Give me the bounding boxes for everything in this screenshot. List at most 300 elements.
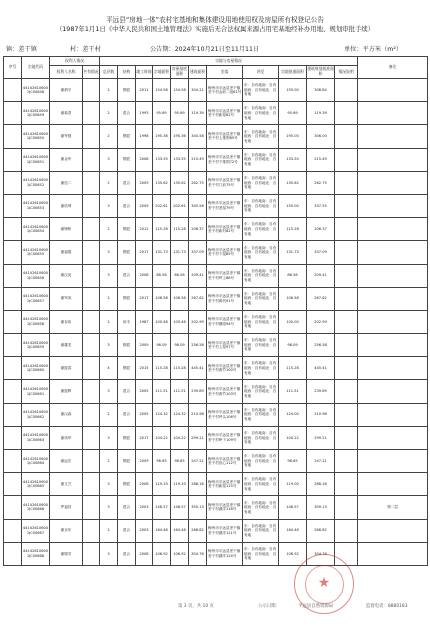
boundaries: 东：自有地南：自有地西：自有地北：自有地 xyxy=(243,473,279,496)
parcel-code: 441426106001JC00662 xyxy=(22,403,50,426)
boundaries: 东：自有地南：自有地西：自有地北：自有地 xyxy=(243,241,279,264)
planned-area: 215.49 xyxy=(307,148,335,171)
page-number: 第 3 页，共 10 页 xyxy=(178,604,214,609)
notice-subtitle: （1987年1月1日《中华人民共和国土地管理法》实施后无合法权属来源占用宅基地经补办用地、规划审批手续） xyxy=(55,25,375,33)
owner-name: 谢远宏 xyxy=(50,450,83,473)
planned-area: 206.37 xyxy=(307,218,335,241)
planned-area: 267.62 xyxy=(307,287,335,310)
remark xyxy=(358,380,428,403)
structure: 钢混 xyxy=(118,79,136,102)
structure: 钢混 xyxy=(118,426,136,449)
location: 梅州市平远县差干镇差干村下排围72号 xyxy=(207,148,243,171)
land-area: 119.33 xyxy=(153,473,171,496)
layers: 3 xyxy=(100,241,118,264)
header-land-group: 宗地与房屋情况 xyxy=(100,57,358,66)
build-area: 288.16 xyxy=(189,473,207,496)
town-label: 镇：差干镇 xyxy=(6,46,37,53)
parcel-code: 441426106001JC00667 xyxy=(22,519,50,542)
parcel-code: 441426106001JC00648 xyxy=(22,79,50,102)
approved-area: 111.51 xyxy=(279,380,307,403)
base-area: 115.28 xyxy=(171,218,189,241)
location: 梅州市平远县差干镇差干村塘面94号 xyxy=(207,310,243,333)
coowner xyxy=(83,287,100,310)
table-row xyxy=(4,357,428,380)
parcel-code: 441426106001JC00657 xyxy=(22,287,50,310)
completion-year: 2008 xyxy=(136,148,153,171)
notes xyxy=(335,287,358,310)
layers: 2 xyxy=(100,450,118,473)
land-area: 164.46 xyxy=(153,519,171,542)
table-row xyxy=(4,473,428,496)
parcel-code: 441426106001JC00654 xyxy=(22,218,50,241)
land-area: 131.73 xyxy=(153,241,171,264)
header-parcel: 宗地代码 xyxy=(22,57,50,79)
base-area: 119.33 xyxy=(171,473,189,496)
base-area: 98.09 xyxy=(171,334,189,357)
completion-year: 2008 xyxy=(136,542,153,565)
boundaries: 东：自有地南：自有地西：自有地北：自有地 xyxy=(243,334,279,357)
notes xyxy=(335,148,358,171)
approved-area: 195.00 xyxy=(279,125,307,148)
layers: 2 xyxy=(100,519,118,542)
layers: 3 xyxy=(100,542,118,565)
land-area: 115.28 xyxy=(153,357,171,380)
structure: 混合 xyxy=(118,102,136,125)
completion-year: 2015 xyxy=(136,357,153,380)
table-row xyxy=(4,450,428,473)
land-area: 202.61 xyxy=(153,194,171,217)
table-row xyxy=(4,334,428,357)
boundaries: 东：自有地南：自有地西：自有地北：自有地 xyxy=(243,194,279,217)
approved-area: 148.57 xyxy=(279,496,307,519)
notes xyxy=(335,218,358,241)
base-area: 202.61 xyxy=(171,194,189,217)
row-seq xyxy=(4,496,22,519)
base-area: 106.58 xyxy=(171,287,189,310)
layers: 2 xyxy=(100,310,118,333)
boundaries: 东：自有地南：自有地西：自有地北：自有地 xyxy=(243,102,279,125)
table-row xyxy=(4,542,428,565)
location: 梅州市平远县差干镇差干村新屋115号 xyxy=(207,473,243,496)
table-row xyxy=(4,125,428,148)
location: 梅州市平远县差干镇差干村坪头106号 xyxy=(207,403,243,426)
header-seq: 序号 xyxy=(4,57,22,79)
owner-name: 罗福昌 xyxy=(50,496,83,519)
structure: 砖木 xyxy=(118,310,136,333)
table-row xyxy=(4,79,428,102)
build-area: 350.13 xyxy=(189,496,207,519)
notes xyxy=(335,380,358,403)
remark xyxy=(358,542,428,565)
table-row xyxy=(4,426,428,449)
boundaries: 东：自有地南：自有地西：自有地北：自有地 xyxy=(243,542,279,565)
approved-area: 104.22 xyxy=(279,426,307,449)
coowner xyxy=(83,519,100,542)
coowner xyxy=(83,473,100,496)
owner-name: 谢菊香 xyxy=(50,102,83,125)
build-area: 119.39 xyxy=(189,102,207,125)
build-area: 299.21 xyxy=(189,426,207,449)
planned-area: 306.00 xyxy=(307,125,335,148)
location: 梅州市平远县差干镇差干村黄竹100号 xyxy=(207,357,243,380)
build-area: 215.49 xyxy=(189,148,207,171)
layers: 3 xyxy=(100,496,118,519)
planned-area: 247.21 xyxy=(307,450,335,473)
structure: 钢混 xyxy=(118,241,136,264)
completion-year: 2017 xyxy=(136,241,153,264)
parcel-code: 441426106001JC00651 xyxy=(22,148,50,171)
boundaries: 东：自有地南：自有地西：自有地北：自有地 xyxy=(243,79,279,102)
header-approved: 宗地批准面积 xyxy=(279,66,307,79)
table-row xyxy=(4,496,428,519)
land-area: 98.65 xyxy=(153,450,171,473)
table-row xyxy=(4,241,428,264)
land-area: 98.09 xyxy=(153,334,171,357)
row-seq xyxy=(4,148,22,171)
structure: 钢混 xyxy=(118,218,136,241)
approved-area: 86.56 xyxy=(279,264,307,287)
owner-name: 谢锦芳 xyxy=(50,542,83,565)
base-area: 100.46 xyxy=(171,310,189,333)
location: 梅州市平远县差干镇差干村门前75号 xyxy=(207,171,243,194)
remark xyxy=(358,241,428,264)
base-area: 154.58 xyxy=(171,79,189,102)
remark xyxy=(358,194,428,217)
table-row xyxy=(4,519,428,542)
boundaries: 东：自有地南：自有地西：自有地北：自有地 xyxy=(243,264,279,287)
location: 梅州市平远县差干镇差干村新村82号 xyxy=(207,218,243,241)
owner-name: 谢存伟 xyxy=(50,310,83,333)
planned-area: 210.98 xyxy=(307,403,335,426)
layers: 3 xyxy=(100,334,118,357)
land-area: 106.92 xyxy=(153,542,171,565)
notes xyxy=(335,264,358,287)
header-coowner: 共有情况 xyxy=(83,66,100,79)
completion-year: 1993 xyxy=(136,102,153,125)
boundaries: 东：自有地南：自有地西：自有地北：自有地 xyxy=(243,218,279,241)
village-label: 村：差干村 xyxy=(70,46,101,53)
location: 梅州市平远县差干镇差干村岭下109号 xyxy=(207,426,243,449)
table-row xyxy=(4,264,428,287)
layers: 2 xyxy=(100,102,118,125)
base-area: 98.65 xyxy=(171,450,189,473)
base-area: 148.57 xyxy=(171,496,189,519)
structure: 钢混 xyxy=(118,357,136,380)
completion-year: 2003 xyxy=(136,519,153,542)
notes xyxy=(335,310,358,333)
row-seq xyxy=(4,403,22,426)
base-area: 131.73 xyxy=(171,241,189,264)
table-row xyxy=(4,102,428,125)
boundaries: 东：自有地南：自有地西：自有地北：自有地 xyxy=(243,426,279,449)
boundaries: 东：自有地南：自有地西：自有地北：自有地 xyxy=(243,125,279,148)
remark xyxy=(358,218,428,241)
parcel-code: 441426106001JC00666 xyxy=(22,496,50,519)
completion-year: 2005 xyxy=(136,403,153,426)
remark xyxy=(358,473,428,496)
build-area: 210.98 xyxy=(189,403,207,426)
notes xyxy=(335,79,358,102)
layers: 3 xyxy=(100,473,118,496)
table-row xyxy=(4,171,428,194)
boundaries: 东：自有地南：自有地西：自有地北：自有地 xyxy=(243,496,279,519)
structure: 钢混 xyxy=(118,148,136,171)
owner-name: 谢福德 xyxy=(50,241,83,264)
planned-area: 256.58 xyxy=(307,334,335,357)
coowner xyxy=(83,264,100,287)
coowner xyxy=(83,496,100,519)
build-area: 247.21 xyxy=(189,450,207,473)
row-seq xyxy=(4,218,22,241)
header-bounds: 四至 xyxy=(243,66,279,79)
structure: 混合 xyxy=(118,171,136,194)
completion-year: 2017 xyxy=(136,426,153,449)
footer-hotline: 监督电话：8880183 xyxy=(366,604,408,609)
parcel-code: 441426106001JC00656 xyxy=(22,264,50,287)
header-remarks: 备注 xyxy=(358,57,428,79)
layers: 2 xyxy=(100,125,118,148)
row-seq xyxy=(4,334,22,357)
parcel-code: 441426106001JC00661 xyxy=(22,380,50,403)
location: 梅州市平远县差干镇差干村湖洋121号 xyxy=(207,519,243,542)
coowner xyxy=(83,403,100,426)
build-area: 202.99 xyxy=(189,310,207,333)
table-body xyxy=(4,79,428,566)
header-structure: 结构 xyxy=(118,66,136,79)
row-seq xyxy=(4,241,22,264)
completion-year: 2009 xyxy=(136,450,153,473)
location: 梅州市平远县差干镇差干村下屋85号 xyxy=(207,241,243,264)
remark xyxy=(358,171,428,194)
coowner xyxy=(83,102,100,125)
table-row xyxy=(4,287,428,310)
coowner xyxy=(83,218,100,241)
row-seq xyxy=(4,450,22,473)
boundaries: 东：自有地南：自有地西：自有地北：自有地 xyxy=(243,310,279,333)
header-base-area: 房屋基底面积 xyxy=(171,66,189,79)
approved-area: 106.58 xyxy=(279,287,307,310)
parcel-code: 441426106001JC00649 xyxy=(22,102,50,125)
build-area: 304.76 xyxy=(189,542,207,565)
remark xyxy=(358,450,428,473)
approved-area: 115.28 xyxy=(279,218,307,241)
row-seq xyxy=(4,357,22,380)
owner-name: 谢汉森 xyxy=(50,403,83,426)
layers: 2 xyxy=(100,403,118,426)
layers: 3 xyxy=(100,148,118,171)
layers: 3 xyxy=(100,426,118,449)
base-area: 104.22 xyxy=(171,426,189,449)
structure: 混合 xyxy=(118,403,136,426)
approved-area: 100.00 xyxy=(279,310,307,333)
build-area: 267.62 xyxy=(189,287,207,310)
structure: 混合 xyxy=(118,194,136,217)
layers: 4 xyxy=(100,357,118,380)
build-area: 340.58 xyxy=(189,125,207,148)
base-area: 164.46 xyxy=(171,519,189,542)
land-area: 133.55 xyxy=(153,148,171,171)
coowner xyxy=(83,171,100,194)
header-year: 竣工时间 xyxy=(136,66,153,79)
parcel-code: 441426106001JC00665 xyxy=(22,473,50,496)
approved-area: 150.00 xyxy=(279,194,307,217)
row-seq xyxy=(4,380,22,403)
location: 梅州市平远县差干镇差干村湖洋124号 xyxy=(207,542,243,565)
land-area: 124.32 xyxy=(153,403,171,426)
coowner xyxy=(83,194,100,217)
notice-meta xyxy=(0,44,430,54)
land-area: 115.28 xyxy=(153,218,171,241)
notice-title: 平远县“房地一体”农村宅基地和集体建设用地使用权及房屋所有权登记公告 xyxy=(106,16,324,24)
parcel-code: 441426106001JC00650 xyxy=(22,125,50,148)
row-seq xyxy=(4,194,22,217)
location: 梅州市平远县差干镇差干村上排围65号 xyxy=(207,125,243,148)
row-seq xyxy=(4,473,22,496)
coowner xyxy=(83,380,100,403)
completion-year: 1987 xyxy=(136,310,153,333)
remark xyxy=(358,334,428,357)
row-seq xyxy=(4,79,22,102)
completion-year: 2017 xyxy=(136,287,153,310)
location: 梅州市平远县差干镇差干村新屋62号 xyxy=(207,102,243,125)
coowner xyxy=(83,310,100,333)
base-area: 111.51 xyxy=(171,380,189,403)
land-area: 111.51 xyxy=(153,380,171,403)
location: 梅州市平远县差干镇差干村田心112号 xyxy=(207,450,243,473)
owner-name: 谢耀龙 xyxy=(50,334,83,357)
notes xyxy=(335,403,358,426)
table-row xyxy=(4,194,428,217)
build-area: 345.56 xyxy=(189,194,207,217)
approved-area: 124.00 xyxy=(279,403,307,426)
layers: 3 xyxy=(100,380,118,403)
base-area: 135.62 xyxy=(171,171,189,194)
planned-area: 337.09 xyxy=(307,241,335,264)
location: 梅州市平远县差干镇差干村上屋97号 xyxy=(207,334,243,357)
header-owner-group: 权利人情况 xyxy=(50,57,100,66)
owner-name: 谢佑坤 xyxy=(50,194,83,217)
land-area: 106.58 xyxy=(153,287,171,310)
footer-agency: 平远县自然资源局 xyxy=(298,604,334,609)
remark xyxy=(358,79,428,102)
coowner xyxy=(83,241,100,264)
owner-name: 谢锋桥 xyxy=(50,218,83,241)
parcel-code: 441426106001JC00658 xyxy=(22,310,50,333)
table-row xyxy=(4,218,428,241)
footer-date: 公示日期： xyxy=(258,604,280,609)
base-area: 106.92 xyxy=(171,542,189,565)
header-layers: 总层数 xyxy=(100,66,118,79)
completion-year: 2005 xyxy=(136,380,153,403)
row-seq xyxy=(4,542,22,565)
base-area: 133.55 xyxy=(171,148,189,171)
remark xyxy=(358,403,428,426)
owner-name: 谢振春 xyxy=(50,357,83,380)
header-owner-name: 权利人名称 xyxy=(50,66,83,79)
coowner xyxy=(83,357,100,380)
header-build-area: 建筑面积 xyxy=(189,66,207,79)
period-label: 公告期：2024年10月21日至11月11日 xyxy=(150,46,260,53)
parcel-code: 441426106001JC00668 xyxy=(22,542,50,565)
parcel-code: 441426106001JC00655 xyxy=(22,241,50,264)
layers: 2 xyxy=(100,218,118,241)
layers: 2 xyxy=(100,171,118,194)
base-area: 86.56 xyxy=(171,264,189,287)
planned-area: 202.99 xyxy=(307,310,335,333)
approved-area: 131.73 xyxy=(279,241,307,264)
planned-area: 304.76 xyxy=(307,542,335,565)
coowner xyxy=(83,125,100,148)
row-seq xyxy=(4,426,22,449)
remark xyxy=(358,426,428,449)
notes xyxy=(335,194,358,217)
approved-area: 106.92 xyxy=(279,542,307,565)
row-seq xyxy=(4,102,22,125)
owner-name: 谢京东 xyxy=(50,519,83,542)
approved-area: 164.46 xyxy=(279,519,307,542)
structure: 钢混 xyxy=(118,450,136,473)
remark xyxy=(358,310,428,333)
structure: 混合 xyxy=(118,496,136,519)
parcel-code: 441426106001JC00659 xyxy=(22,334,50,357)
layers: 2 xyxy=(100,287,118,310)
header-planned: 建筑规划批准面积 xyxy=(307,66,335,79)
approved-area: 155.00 xyxy=(279,79,307,102)
approved-area: 98.09 xyxy=(279,334,307,357)
planned-area: 209.41 xyxy=(307,264,335,287)
header-location: 坐落 xyxy=(207,66,243,79)
base-area: 124.32 xyxy=(171,403,189,426)
notes xyxy=(335,426,358,449)
land-area: 104.22 xyxy=(153,426,171,449)
completion-year: 2009 xyxy=(136,194,153,217)
notes xyxy=(335,519,358,542)
seal-star-icon: ★ xyxy=(317,575,331,591)
remark xyxy=(358,102,428,125)
boundaries: 东：自有地南：自有地西：自有地北：自有地 xyxy=(243,403,279,426)
completion-year: 2008 xyxy=(136,473,153,496)
approved-area: 135.62 xyxy=(279,171,307,194)
coowner xyxy=(83,148,100,171)
planned-area: 309.13 xyxy=(307,496,335,519)
boundaries: 东：自有地南：自有地西：自有地北：自有地 xyxy=(243,380,279,403)
planned-area: 239.89 xyxy=(307,380,335,403)
layers: 2 xyxy=(100,79,118,102)
build-area: 209.41 xyxy=(189,264,207,287)
notes xyxy=(335,334,358,357)
owner-name: 谢军凤 xyxy=(50,287,83,310)
structure: 钢混 xyxy=(118,287,136,310)
approved-area: 119.00 xyxy=(279,473,307,496)
structure: 钢混 xyxy=(118,125,136,148)
row-seq xyxy=(4,171,22,194)
parcel-code: 441426106001JC00664 xyxy=(22,450,50,473)
approved-area: 95.69 xyxy=(279,102,307,125)
base-area: 95.69 xyxy=(171,102,189,125)
header-notes: 情况说明 xyxy=(335,66,358,79)
coowner xyxy=(83,426,100,449)
planned-area: 288.16 xyxy=(307,473,335,496)
location: 梅州市平远县差干镇差干村老屋79号 xyxy=(207,194,243,217)
build-area: 304.21 xyxy=(189,79,207,102)
owner-name: 谢汉炎 xyxy=(50,264,83,287)
coowner xyxy=(83,79,100,102)
page-footer xyxy=(0,603,430,613)
parcel-code: 441426106001JC00660 xyxy=(22,357,50,380)
land-area: 148.57 xyxy=(153,496,171,519)
boundaries: 东：自有地南：自有地西：自有地北：自有地 xyxy=(243,287,279,310)
boundaries: 东：自有地南：自有地西：自有地北：自有地 xyxy=(243,148,279,171)
